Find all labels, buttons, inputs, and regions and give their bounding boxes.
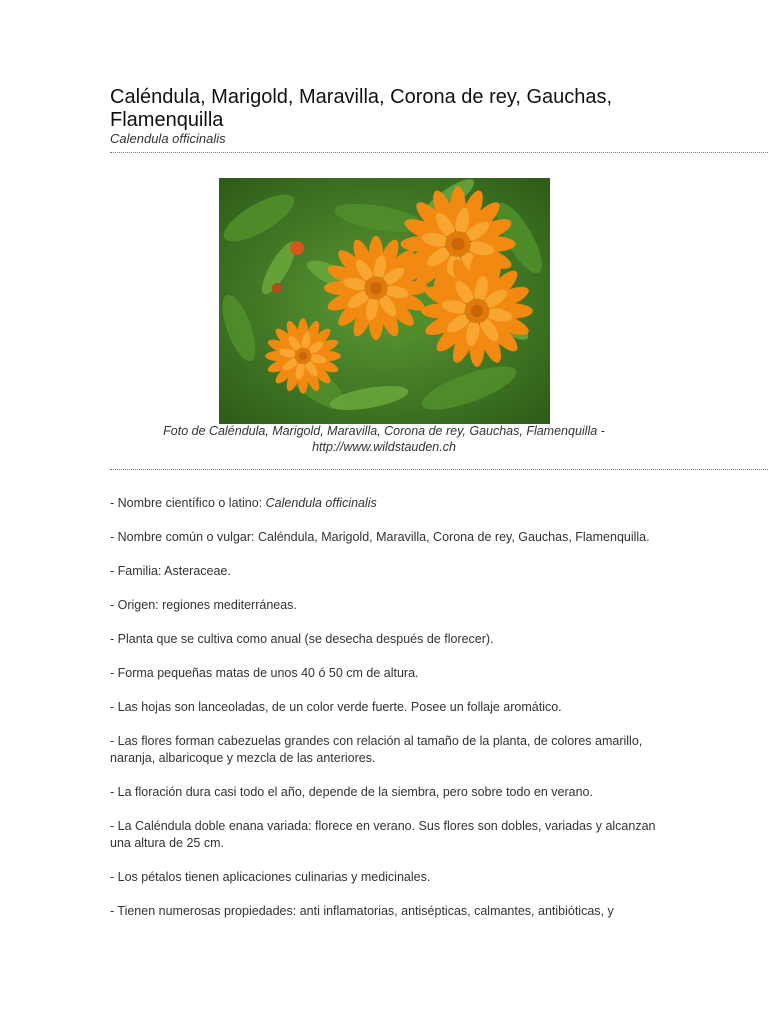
photo-illustration [219,178,550,424]
item-dwarf-variety: - La Caléndula doble enana variada: florece en verano. Sus flores son dobles, variadas y alcanzan una altura de 25 cm. [110,819,656,850]
photo-caption [110,423,658,455]
item-scientific-name [110,495,670,512]
item-label: - Nombre científico o latino: [110,496,266,510]
item-flowering: - La floración dura casi todo el año, depende de la siembra, pero sobre todo en verano. [110,785,593,799]
item-origin: - Origen: regiones mediterráneas. [110,598,297,612]
caption-source-link[interactable]: http://www.wildstauden.ch [312,440,456,454]
item-properties: - Tienen numerosas propiedades: anti inflamatorias, antisépticas, calmantes, antibióticas, y [110,904,614,918]
item-family: - Familia: Asteraceae. [110,564,231,578]
divider-top [110,152,768,153]
article-body [110,495,670,937]
calendula-photo [219,178,550,424]
caption-line-1: Foto de Caléndula, Marigold, Maravilla, Corona de rey, Gauchas, Flamenquilla - [163,424,605,438]
scientific-name-subtitle: Calendula officinalis [110,131,226,146]
item-flowers: - Las flores forman cabezuelas grandes con relación al tamaño de la planta, de colores amarillo, naranja, albaricoque y mezcla de las anteriores. [110,734,643,765]
item-size: - Forma pequeñas matas de unos 40 ó 50 cm de altura. [110,666,419,680]
item-cultivation: - Planta que se cultiva como anual (se desecha después de florecer). [110,632,494,646]
divider-bottom [110,469,768,470]
item-common-name: - Nombre común o vulgar: Caléndula, Marigold, Maravilla, Corona de rey, Gauchas, Flamenquilla. [110,530,650,544]
item-scientific-value: Calendula officinalis [265,496,377,510]
page-title: Caléndula, Marigold, Maravilla, Corona de rey, Gauchas, Flamenquilla [110,86,613,131]
item-petal-uses: - Los pétalos tienen aplicaciones culinarias y medicinales. [110,870,431,884]
item-leaves: - Las hojas son lanceoladas, de un color verde fuerte. Posee un follaje aromático. [110,700,562,714]
